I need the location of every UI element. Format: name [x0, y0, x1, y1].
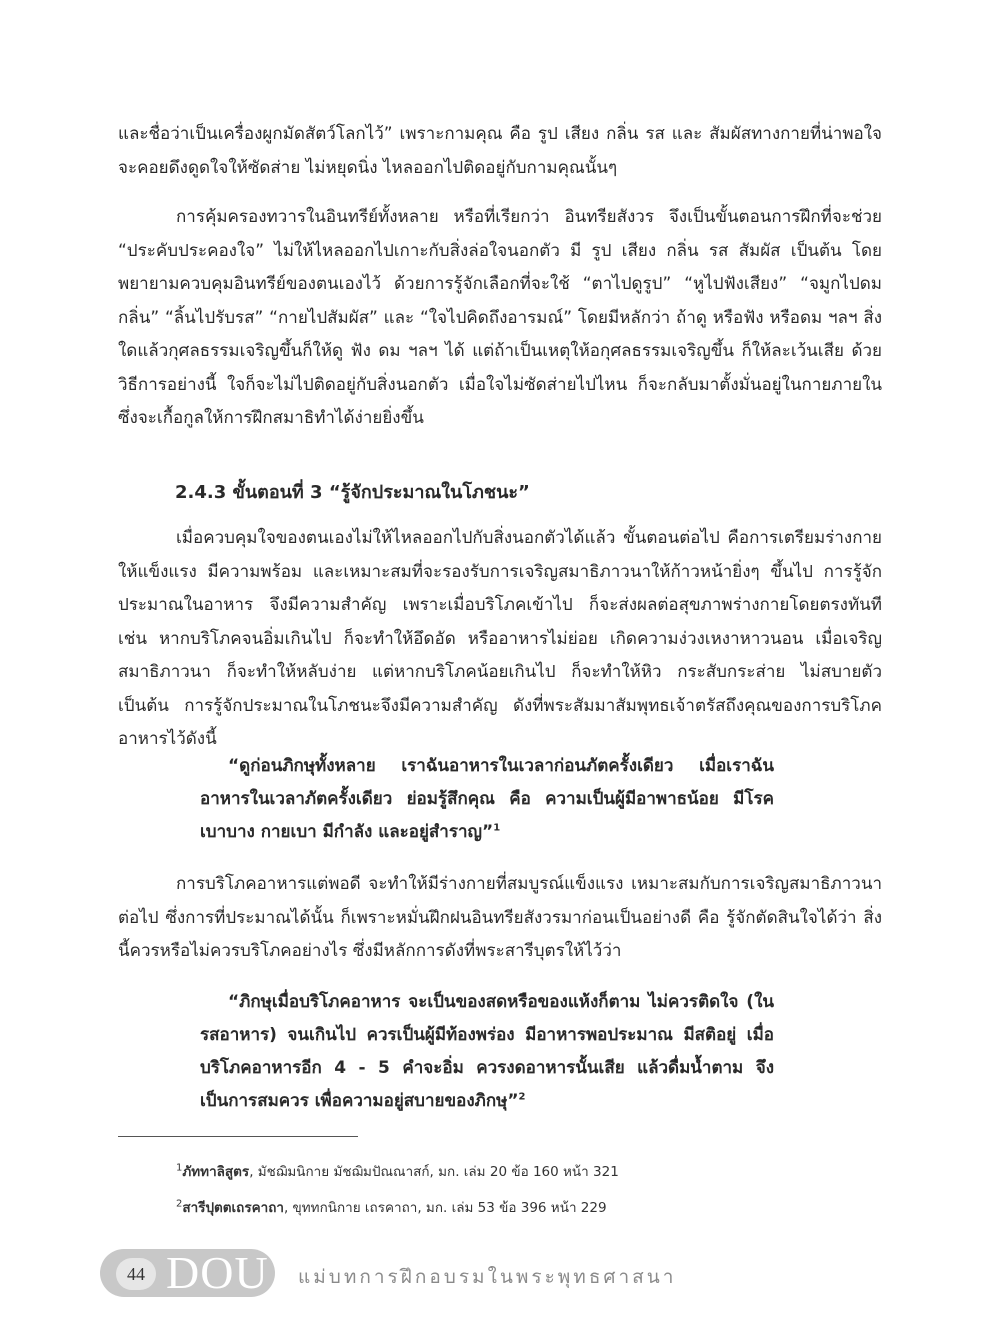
footnote-source-detail: , ขุททกนิกาย เถรคาถา, มก. เล่ม 53 ข้อ 396 หน้า 229 [283, 1200, 607, 1216]
footnote-number: 2 [176, 1198, 183, 1210]
paragraph-proper-eating: การบริโภคอาหารแต่พอดี จะทำให้มีร่างกายที่สมบูรณ์แข็งแรง เหมาะสมกับการเจริญสมาธิภาวนาต่อไป ซึ่งการที่ประมาณได้นั้น ก็เพราะหมั่นฝึกฝนอินทรียสังวรมาก่อนเป็นอย่างดี คือ รู้จักตัดสินใจได้ว่า สิ่งนี้ควรหรือไม่ควรบริโภคอย่างไร ซึ่งมีหลักการดังที่พระสารีบุตรให้ไว้ว่า [118, 874, 882, 961]
footnote-divider [118, 1136, 358, 1137]
footnote-ref: 2 [518, 1091, 526, 1103]
footnote-ref: 1 [493, 822, 501, 834]
section-heading: 2.4.3 ขั้นตอนที่ 3 “รู้จักประมาณในโภชนะ” [175, 482, 530, 503]
page-number: 44 [116, 1258, 156, 1290]
footnote-1 [176, 1162, 876, 1182]
dou-logo: DOU [166, 1247, 269, 1298]
paragraph-indriya-samvara: การคุ้มครองทวารในอินทรีย์ทั้งหลาย หรือที่เรียกว่า อินทรียสังวร จึงเป็นขั้นตอนการฝึกที่จะช่วย “ประคับประคองใจ” ไม่ให้ไหลออกไปเกาะกับสิ่งล่อใจนอกตัว มี รูป เสียง กลิ่น รส สัมผัส เป็นต้น โดยพยายามควบคุมอินทรีย์ของตนเองไว้ ด้วยการรู้จักเลือกที่จะใช้ “ตาไปดูรูป” “หูไปฟังเสียง” “จมูกไปดมกลิ่น” “ลิ้นไปรับรส” “กายไปสัมผัส” และ “ใจไปคิดถึงอารมณ์” โดยมีหลักว่า ถ้าดู หรือฟัง หรือดม ฯลฯ สิ่งใดแล้วกุศลธรรมเจริญขึ้นก็ให้ดู ฟัง ดม ฯลฯ ได้ แต่ถ้าเป็นเหตุให้อกุศลธรรมเจริญขึ้น ก็ให้ละเว้นเสีย ด้วยวิธีการอย่างนี้ ใจก็จะไม่ไปติดอยู่กับสิ่งนอกตัว เมื่อใจไม่ซัดส่ายไปไหน ก็จะกลับมาตั้งมั่นอยู่ในกายภายในซึ่งจะเกื้อกูลให้การฝึกสมาธิทำได้ง่ายยิ่งขึ้น [118, 207, 882, 428]
footnote-number: 1 [176, 1162, 183, 1174]
footnote-source-title: ภัททาลิสูตร [182, 1164, 250, 1180]
footnote-source-title: สารีปุตตเถรคาถา [182, 1200, 284, 1216]
page-footer [100, 1249, 280, 1299]
quote-buddha [200, 750, 774, 849]
paragraph-intro: และชื่อว่าเป็นเครื่องผูกมัดสัตว์โลกไว้” เพราะกามคุณ คือ รูป เสียง กลิ่น รส และ สัมผัสทางกายที่น่าพอใจ จะคอยดึงดูดใจให้ซัดส่าย ไม่หยุดนิ่ง ไหลออกไปติดอยู่กับกามคุณนั้นๆ [118, 124, 882, 178]
footnote-source-detail: , มัชฌิมนิกาย มัชฌิมปัณณาสก์, มก. เล่ม 20 ข้อ 160 หน้า 321 [249, 1164, 619, 1180]
quote-text: “ดูก่อนภิกษุทั้งหลาย เราฉันอาหารในเวลาก่อนภัตครั้งเดียว เมื่อเราฉันอาหารในเวลาภัตครั้งเดียว ย่อมรู้สึกคุณ คือ ความเป็นผู้มีอาพาธน้อย มีโรคเบาบาง กายเบา มีกำลัง และอยู่สำราญ” [200, 756, 774, 842]
paragraph-food-moderation: เมื่อควบคุมใจของตนเองไม่ให้ไหลออกไปกับสิ่งนอกตัวได้แล้ว ขั้นตอนต่อไป คือการเตรียมร่างกายให้แข็งแรง มีความพร้อม และเหมาะสมที่จะรองรับการเจริญสมาธิภาวนาให้ก้าวหน้ายิ่งๆ ขึ้นไป การรู้จักประมาณในอาหาร จึงมีความสำคัญ เพราะเมื่อบริโภคเข้าไป ก็จะส่งผลต่อสุขภาพร่างกายโดยตรงทันที เช่น หากบริโภคจนอิ่มเกินไป ก็จะทำให้อึดอัด หรืออาหารไม่ย่อย เกิดความง่วงเหงาหาวนอน เมื่อเจริญสมาธิภาวนา ก็จะทำให้หลับง่าย แต่หากบริโภคน้อยเกินไป ก็จะทำให้หิว กระสับกระส่าย ไม่สบายตัว เป็นต้น การรู้จักประมาณในโภชนะจึงมีความสำคัญ ดังที่พระสัมมาสัมพุทธเจ้าตรัสถึงคุณของการบริโภคอาหารไว้ดังนี้ [118, 528, 882, 749]
footnote-2 [176, 1198, 876, 1218]
quote-sariputta [200, 986, 774, 1118]
quote-text: “ภิกษุเมื่อบริโภคอาหาร จะเป็นของสดหรือของแห้งก็ตาม ไม่ควรติดใจ (ในรสอาหาร) จนเกินไป ควรเป็นผู้มีท้องพร่อง มีอาหารพอประมาณ มีสติอยู่ เมื่อบริโภคอาหารอีก 4 - 5 คำจะอิ่ม ควรงดอาหารนั้นเสีย แล้วดื่มน้ำตาม จึงเป็นการสมควร เพื่อความอยู่สบายของภิกษุ” [200, 992, 774, 1111]
book-title: แม่บทการฝึกอบรมในพระพุทธศาสนา [298, 1266, 677, 1288]
